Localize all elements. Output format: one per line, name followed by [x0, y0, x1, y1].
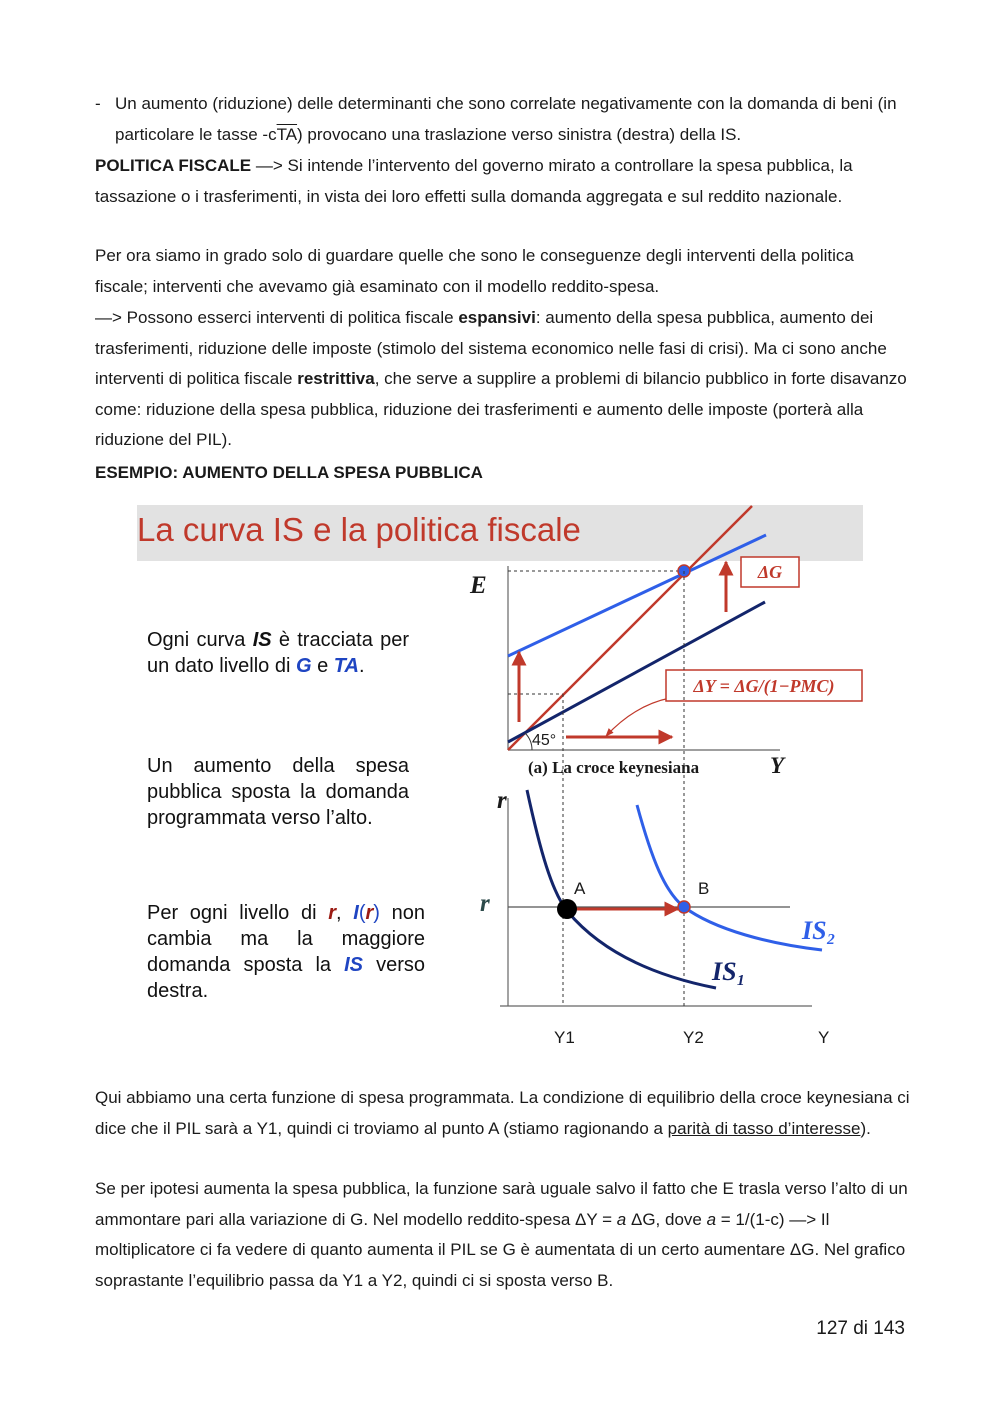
bullet-dash: - — [95, 94, 101, 113]
slide-text-each-is-curve: Ogni curva IS è tracciata per un dato livello di G e TA. — [147, 629, 409, 677]
expansive-text-1: —> Possono esserci interventi di politica fiscale — [95, 308, 459, 327]
cross-panel-caption: (a) La croce keynesiana — [528, 758, 700, 777]
fiscal-policy-label: POLITICA FISCALE — [95, 156, 252, 175]
multiplier-text-1: Se per ipotesi aumenta la spesa pubblica, la funzione sarà uguale salvo il fatto che E trasla verso l’alto di un ammontare pari alla variazione di G. Nel modello reddito-spesa ΔY = — [95, 1179, 908, 1229]
equilibrium-paragraph — [95, 1083, 910, 1144]
example-heading: ESEMPIO: AUMENTO DELLA SPESA PUBBLICA — [95, 463, 483, 482]
bullet-text-2: ) provocano una traslazione verso sinistra (destra) della IS. — [297, 124, 742, 144]
expansive-bold: espansivi — [458, 308, 536, 327]
multiplier-callout-arrow — [606, 698, 670, 736]
cross-y-label: E — [470, 572, 487, 599]
angle-arc — [525, 733, 532, 750]
is1-curve — [527, 790, 716, 988]
tick-y2: Y2 — [683, 1028, 704, 1047]
bullet-text-1: Un aumento (riduzione) delle determinanti che sono correlate negativamente con la domanda di beni (in particolare le tasse -c — [115, 94, 897, 144]
page-number: 127 di 143 — [816, 1318, 905, 1339]
equilibrium-underlined: parità di tasso d’interesse — [667, 1118, 861, 1138]
slide-text-increase-spending: Un aumento della spesa pubblica sposta la domanda programmata verso l’alto. — [147, 755, 409, 829]
multiplier-paragraph — [95, 1174, 910, 1296]
interest-rate-label: r — [480, 890, 490, 917]
multiplier-text-3: = 1/(1-c) —> Il moltiplicatore ci fa vedere di quanto aumenta il PIL se G è aumentata di un certo aumentare ΔG. Nel grafico soprastante l’equilibrio passa da Y1 a Y2, quindi ci si sposta verso B. — [95, 1209, 906, 1290]
point-a-label: A — [574, 879, 586, 898]
multiplier-label: ΔY = ΔG/(1−PMC) — [693, 676, 835, 696]
slide-title: La curva IS e la politica fiscale — [137, 511, 581, 548]
is1-label: IS₁ — [712, 957, 746, 986]
slide-text-interest-level: Per ogni livello di r, I(r) non cambia ma la maggiore domanda sposta la IS verso destra. — [147, 902, 425, 1002]
angle-label: 45° — [532, 732, 557, 749]
point-b — [678, 901, 690, 913]
point-b-label: B — [698, 879, 710, 898]
delta-g-label: ΔG — [757, 562, 783, 582]
multiplier-a-1: a — [616, 1209, 627, 1229]
current-scope-paragraph: Per ora siamo in grado solo di guardare quelle che sono le conseguenze degli interventi della politica fiscale; interventi che avevamo già esaminato con il modello reddito-spesa. — [95, 246, 854, 296]
cross-x-label: Y — [770, 753, 785, 778]
point-a — [557, 899, 577, 919]
restrictive-bold: restrittiva — [297, 369, 375, 388]
tick-y: Y — [818, 1028, 830, 1047]
multiplier-a-2: a — [706, 1209, 717, 1229]
is-y-axis-label: r — [497, 787, 507, 814]
multiplier-text-2: ΔG, dove — [626, 1209, 707, 1229]
equilibrium-text-2: ). — [860, 1118, 871, 1138]
is2-label: IS₂ — [802, 916, 836, 945]
fiscal-policy-text: —> Si intende l’intervento del governo mirato a controllare la spesa pubblica, la tassazione o i trasferimenti, in vista dei loro effetti sulla domanda aggregata e sul reddito nazionale. — [95, 156, 853, 206]
is2-curve — [637, 805, 822, 950]
equilibrium-text-1: Qui abbiamo una certa funzione di spesa programmata. La condizione di equilibrio della croce keynesiana ci dice che il PIL sarà a Y1, quindi ci troviamo al punto A (stiamo ragionando a — [95, 1088, 910, 1138]
bullet-ta: $\overline{TA}$ — [276, 124, 298, 144]
expansive-text-3: , che serve a supplire a problemi di bilancio pubblico in forte disavanzo come: riduzione della spesa pubblica, riduzione dei trasferimenti e aumento delle imposte (porterà alla riduzione del PIL). — [95, 369, 907, 449]
expansive-text-2: : aumento della spesa pubblica, aumento dei trasferimenti, riduzione delle imposte (stimolo del sistema economico nelle fasi di crisi). Ma ci sono anche interventi di politica fiscale — [95, 308, 887, 388]
tick-y1: Y1 — [554, 1028, 575, 1047]
